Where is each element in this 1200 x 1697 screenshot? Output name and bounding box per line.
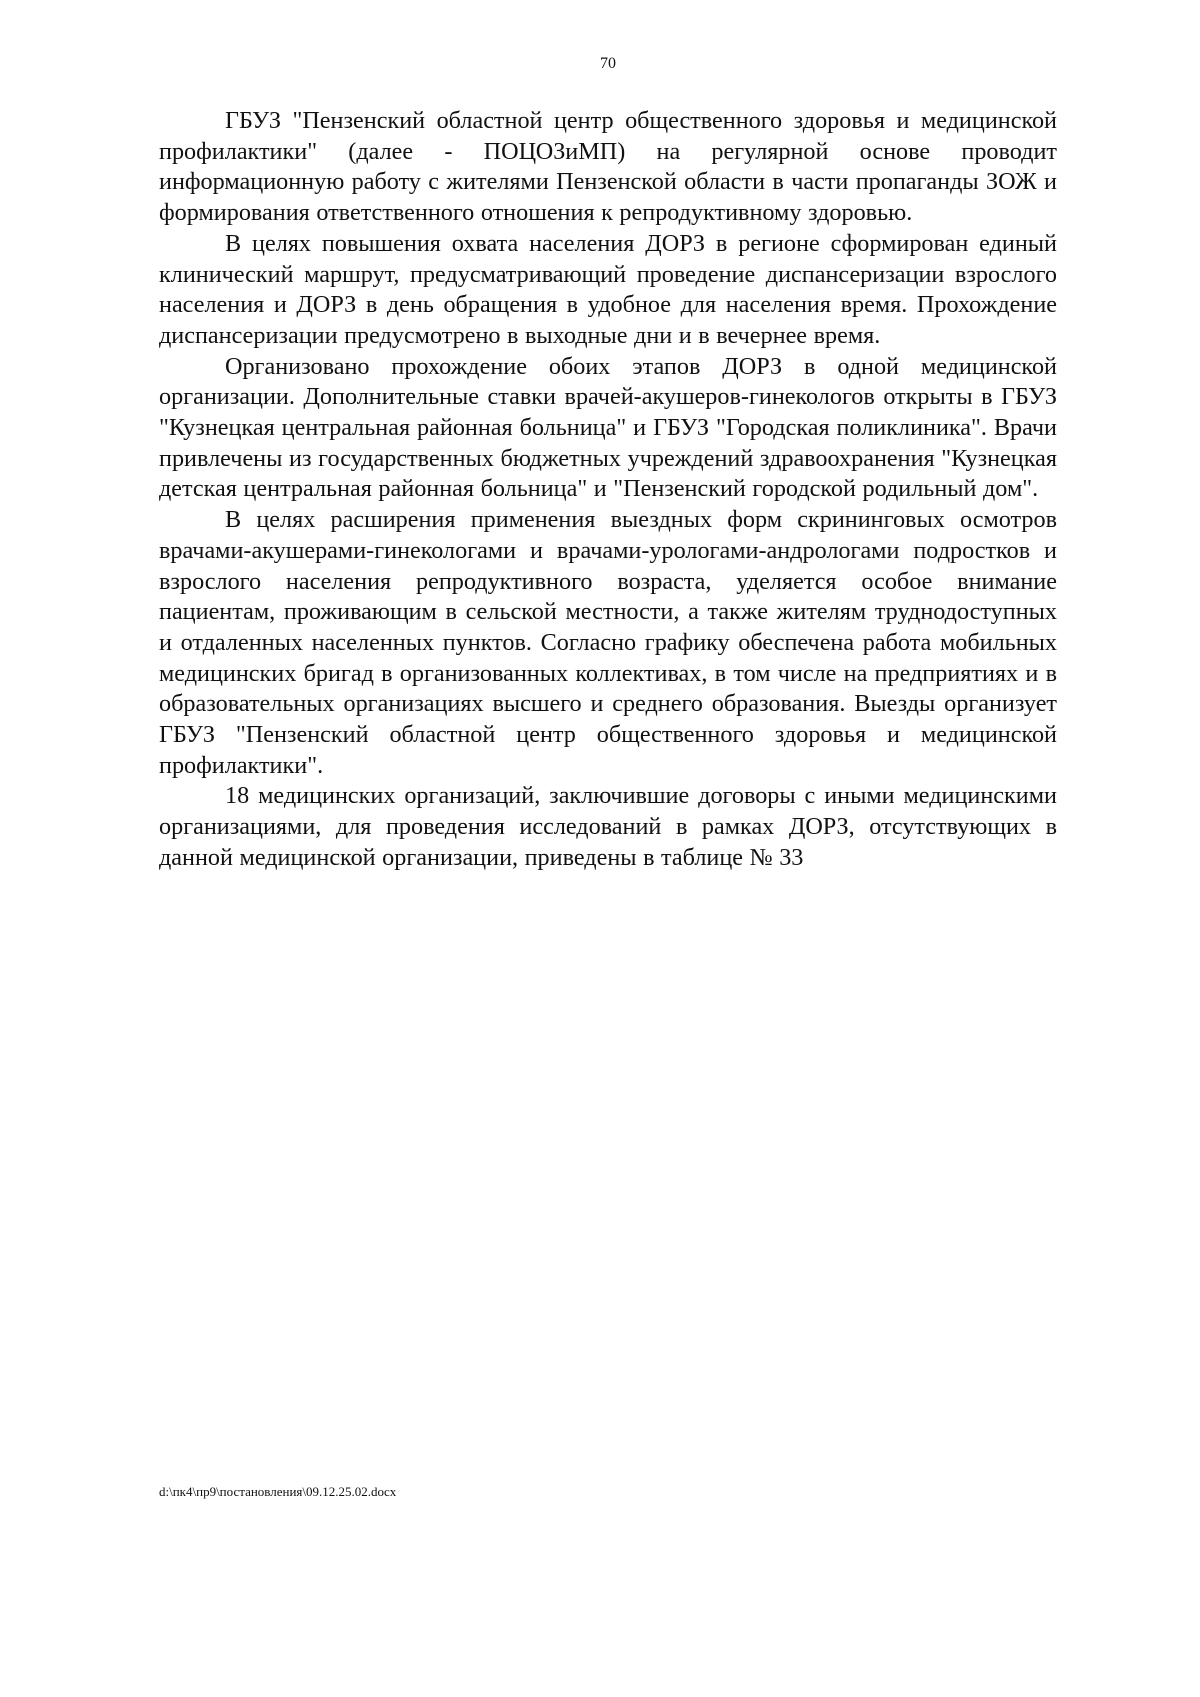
page-number: 70 — [600, 55, 616, 72]
body-text — [159, 106, 1057, 874]
paragraph-contracts-table-ref: 18 медицинских организаций, заключившие договоры с иными медицинскими организациями, для проведения исследований в рамках ДОРЗ, отсутствующих в данной медицинской организации, приведены в таблице № 33 — [159, 782, 1057, 871]
paragraph-clinical-route: В целях повышения охвата населения ДОРЗ в регионе сформирован единый клинический маршрут, предусматривающий проведение диспансеризации взрослого населения и ДОРЗ в день обращения в удобное для населения время. Прохождение диспансеризации предусмотрено в выходные дни и в вечернее время. — [159, 229, 1057, 349]
footer-file-path: d:\пк4\пр9\постановления\09.12.25.02.docx — [159, 1484, 397, 1499]
paragraph-health-center-info: ГБУЗ "Пензенский областной центр общественного здоровья и медицинской профилактики" (далее - ПОЦОЗиМП) на регулярной основе проводит информационную работу с жителями Пензенской области в части пропаганды ЗОЖ и формирования ответственного отношения к репродуктивному здоровью. — [159, 107, 1057, 227]
paragraph-dorz-stages: Организовано прохождение обоих этапов ДОРЗ в одной медицинской организации. Дополнительные ставки врачей-акушеров-гинекологов открыты в ГБУЗ "Кузнецкая центральная районная больница" и ГБУЗ "Городская поликлиника". Врачи привлечены из государственных бюджетных учреждений здравоохранения "Кузнецкая детская центральная районная больница" и "Пензенский городской родильный дом". — [159, 352, 1057, 503]
paragraph-mobile-screening: В целях расширения применения выездных форм скрининговых осмотров врачами-акушерами-гинекологами и врачами-урологами-андрологами подростков и взрослого населения репродуктивного возраста, уделяется особое внимание пациентам, проживающим в сельской местности, а также жителям труднодоступных и отдаленных населенных пунктов. Согласно графику обеспечена работа мобильных медицинских бригад в организованных коллективах, в том числе на предприятиях и в образовательных организациях высшего и среднего образования. Выезды организует ГБУЗ "Пензенский областной центр общественного здоровья и медицинской профилактики". — [159, 506, 1057, 779]
